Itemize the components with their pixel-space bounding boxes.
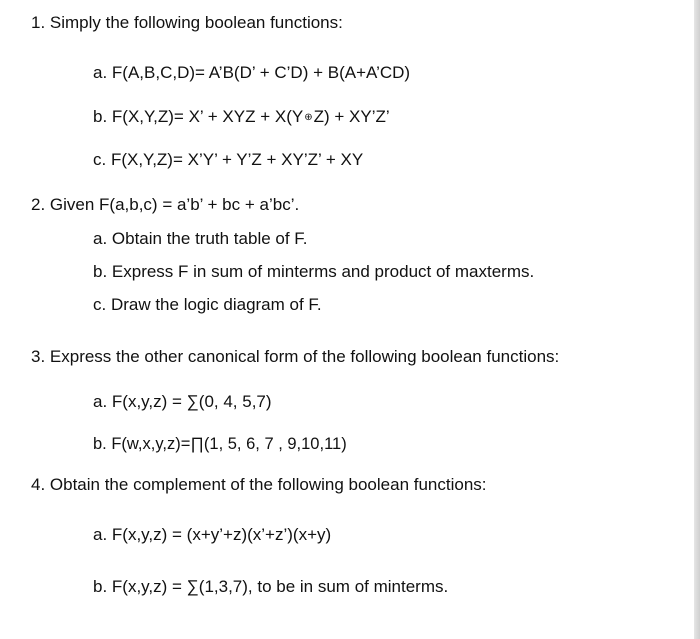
question-4a: a. F(x,y,z) = (x+y’+z)(x’+z’)(x+y) <box>93 525 332 544</box>
question-1b-before: b. F(X,Y,Z)= X’ + XYZ + X(Y <box>93 107 304 126</box>
question-2a: a. Obtain the truth table of F. <box>93 229 308 248</box>
question-3a: a. F(x,y,z) = ∑(0, 4, 5,7) <box>93 392 272 411</box>
question-4b: b. F(x,y,z) = ∑(1,3,7), to be in sum of minterms. <box>93 577 449 596</box>
question-1c: c. F(X,Y,Z)= X’Y’ + Y’Z + XY’Z’ + XY <box>93 150 364 169</box>
question-2b: b. Express F in sum of minterms and product of maxterms. <box>93 262 535 281</box>
question-1b <box>93 107 390 128</box>
page-right-edge <box>694 0 700 639</box>
question-1b-after: Z) + XY’Z’ <box>313 107 390 126</box>
question-2-heading: 2. Given F(a,b,c) = a’b’ + bc + a’bc’. <box>31 195 300 214</box>
question-2c: c. Draw the logic diagram of F. <box>93 295 322 314</box>
question-1-heading: 1. Simply the following boolean functions: <box>31 13 343 32</box>
question-1a: a. F(A,B,C,D)= A’B(D’ + C’D) + B(A+A’CD) <box>93 63 411 82</box>
question-3-heading: 3. Express the other canonical form of the following boolean functions: <box>31 347 560 366</box>
question-4-heading: 4. Obtain the complement of the following boolean functions: <box>31 475 487 494</box>
xor-symbol: ⊕ <box>304 112 313 123</box>
question-3b: b. F(w,x,y,z)=∏(1, 5, 6, 7 , 9,10,11) <box>93 435 347 453</box>
